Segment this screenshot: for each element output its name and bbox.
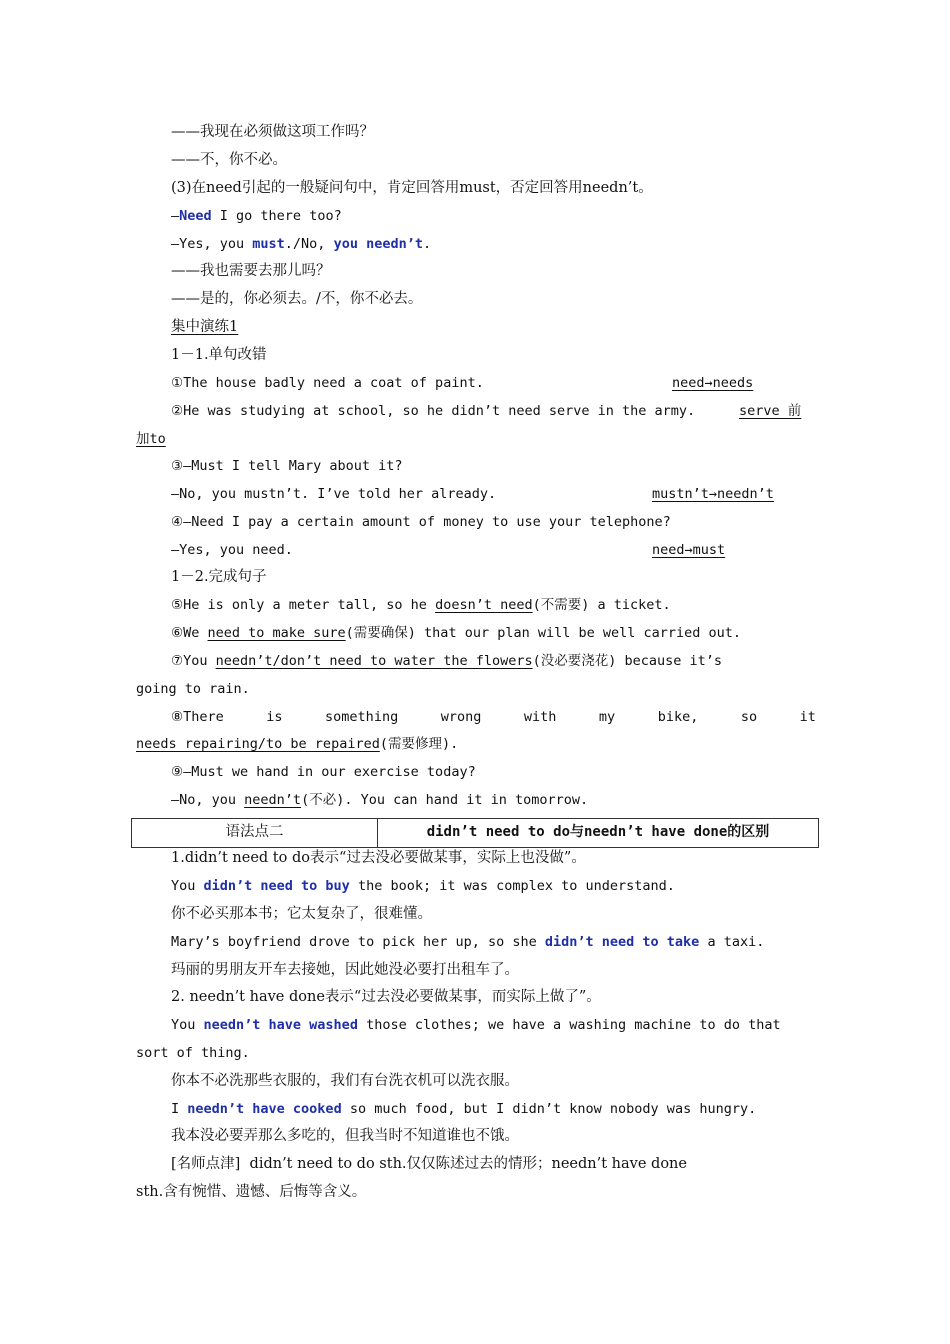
grammar-point-title: didn’t need to do与needn’t have done的区别 <box>426 824 770 840</box>
answer: need→must <box>652 542 726 558</box>
exercise-line: —No, you needn’t(不必). You can hand it in tomorrow. <box>171 792 589 808</box>
exercise-line: ②He was studying at school, so he didn’t need serve in the army. <box>171 403 696 419</box>
exercise-line: going to rain. <box>136 681 250 697</box>
answer: mustn’t→needn’t <box>652 486 774 502</box>
text-line: ——我现在必须做这项工作吗？ <box>171 124 374 140</box>
answer: needn’t <box>244 792 302 808</box>
answer: need to make sure <box>207 625 346 641</box>
example-line: sort of thing. <box>136 1045 250 1061</box>
exercise-line: —Yes, you need. <box>171 542 293 558</box>
text-line: 1－1.单句改错 <box>171 347 267 363</box>
grammar-point-table <box>131 818 819 848</box>
text-line: 你不必买那本书；它太复杂了，很难懂。 <box>171 906 432 922</box>
text-line: ——是的，你必须去。/不，你不必去。 <box>171 291 423 307</box>
exercise-line: needs repairing/to be repaired(需要修理). <box>136 736 459 752</box>
text-line: 我本没必要弄那么多吃的，但我当时不知道谁也不饿。 <box>171 1128 519 1144</box>
answer: needs repairing/to be repaired <box>136 736 380 752</box>
text-line: ——我也需要去那儿吗？ <box>171 263 331 279</box>
exercise-line: ⑨—Must we hand in our exercise today? <box>171 764 476 780</box>
text-line: (3)在need引起的一般疑问句中，肯定回答用must，否定回答用needn’t。 <box>171 180 653 196</box>
tip-line: [名师点津] didn’t need to do sth.仅仅陈述过去的情形；needn’t have done <box>171 1156 687 1172</box>
text-line: 你本不必洗那些衣服的，我们有台洗衣机可以洗衣服。 <box>171 1073 519 1089</box>
exercise-line: ⑧There is something wrong with my bike, so it <box>171 709 816 725</box>
answer: doesn’t need <box>435 597 533 613</box>
text-line: 1－2.完成句子 <box>171 569 267 585</box>
tip-line: sth.含有惋惜、遗憾、后悔等含义。 <box>136 1184 367 1200</box>
example-line: Mary’s boyfriend drove to pick her up, so she didn’t need to take a taxi. <box>171 934 765 950</box>
exercise-line: ③—Must I tell Mary about it? <box>171 458 403 474</box>
example-line: —Need I go there too? <box>171 208 342 224</box>
answer: 加to <box>136 431 166 447</box>
answer: serve 前 <box>739 403 802 419</box>
section-heading: 集中演练1 <box>171 319 239 335</box>
text-line: ——不，你不必。 <box>171 152 287 168</box>
example-line: You didn’t need to buy the book; it was complex to understand. <box>171 878 675 894</box>
exercise-line: ⑦You needn’t/don’t need to water the flowers(没必要浇花) because it’s <box>171 653 723 669</box>
text-line: 1.didn’t need to do表示“过去没必要做某事，实际上也没做”。 <box>171 850 586 866</box>
example-line: —Yes, you must./No, you needn’t. <box>171 236 432 252</box>
text-line: 玛丽的男朋友开车去接她，因此她没必要打出租车了。 <box>171 962 519 978</box>
exercise-line: —No, you mustn’t. I’ve told her already. <box>171 486 497 502</box>
example-line: You needn’t have washed those clothes; we have a washing machine to do that <box>171 1017 781 1033</box>
answer: needn’t/don’t need to water the flowers <box>215 653 533 669</box>
example-line: I needn’t have cooked so much food, but I didn’t know nobody was hungry. <box>171 1101 757 1117</box>
exercise-line: ⑥We need to make sure(需要确保) that our plan will be well carried out. <box>171 625 742 641</box>
exercise-line: ④—Need I pay a certain amount of money to use your telephone? <box>171 514 671 530</box>
exercise-line: ①The house badly need a coat of paint. <box>171 375 484 391</box>
grammar-point-label: 语法点二 <box>132 819 378 847</box>
exercise-line: ⑤He is only a meter tall, so he doesn’t need(不需要) a ticket. <box>171 597 671 613</box>
answer: need→needs <box>672 375 754 391</box>
text-line: 2. needn’t have done表示“过去没必要做某事，而实际上做了”。 <box>171 989 601 1005</box>
